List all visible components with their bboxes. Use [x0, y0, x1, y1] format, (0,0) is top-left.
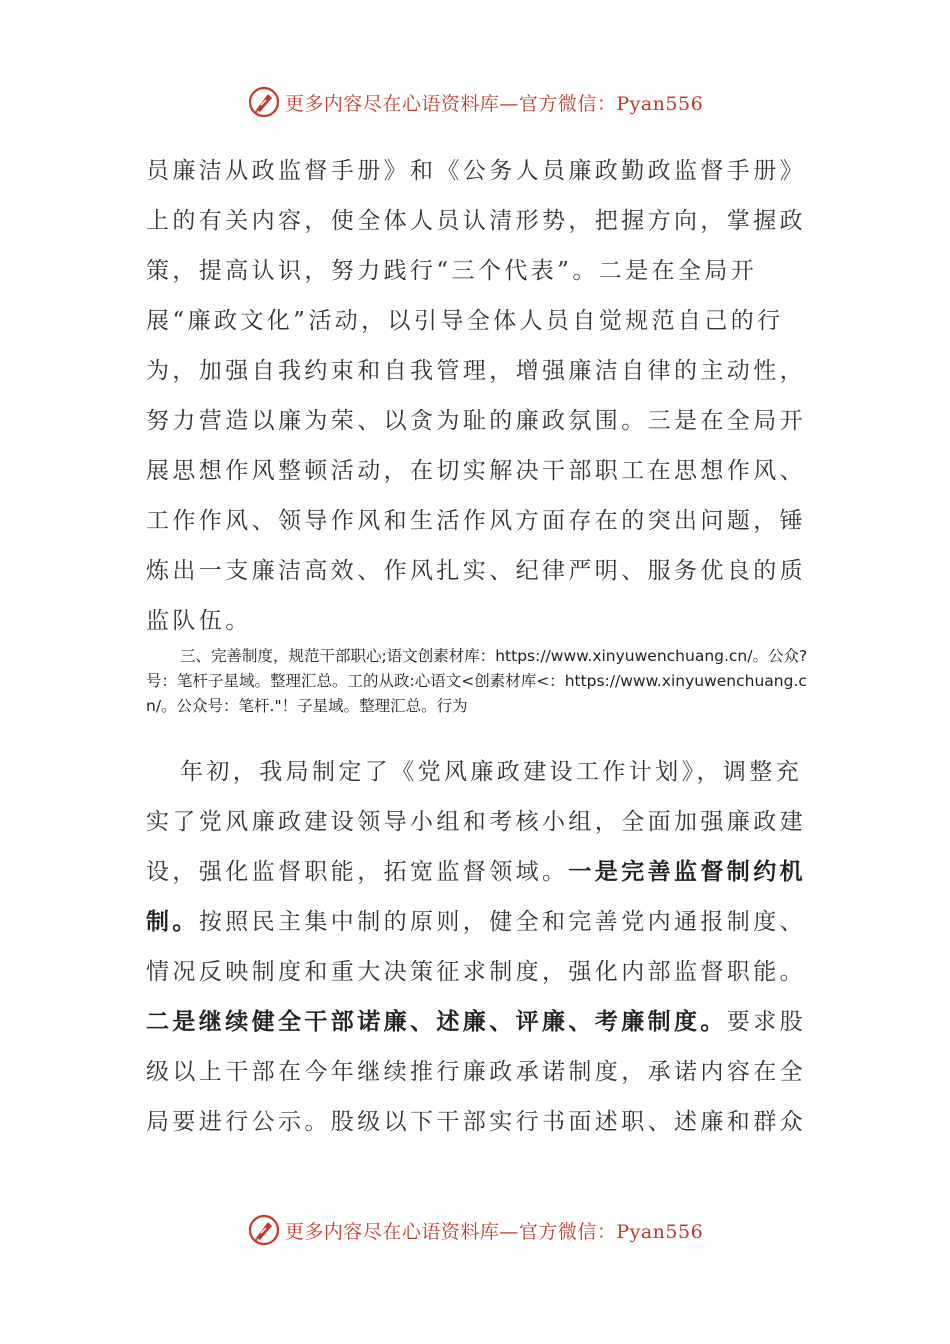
paragraph-2-end: 要求股级以上干部在今年继续推行廉政承诺制度，承诺内容在全局要进行公示。股级以下干部实行书面述职、述廉和群众 [146, 1009, 807, 1135]
paragraph-2-mid: 按照民主集中制的原则，健全和完善党内通报制度、情况反映制度和重大决策征求制度，强化内部监督职能。 [146, 909, 807, 985]
document-body-top [146, 146, 806, 646]
paragraph-1: 员廉洁从政监督手册》和《公务人员廉政勤政监督手册》上的有关内容，使全体人员认清形势，把握方向，掌握政策，提高认识，努力践行“三个代表”。二是在全局开展“廉政文化”活动，以引导全体人员自觉规范自己的行为，加强自我约束和自我管理，增强廉洁自律的主动性，努力营造以廉为荣、以贪为耻的廉政氛围。三是在全局开展思想作风整顿活动，在切实解决干部职工在思想作风、工作作风、领导作风和生活作风方面存在的突出问题，锤炼出一支廉洁高效、作风扎实、纪律严明、服务优良的质监队伍。 [146, 158, 806, 634]
header-banner-main: 更多内容尽在心语资料库— [284, 92, 519, 115]
footer-banner-main: 更多内容尽在心语资料库— [284, 1220, 519, 1243]
header-banner [0, 82, 950, 122]
footer-banner-text [285, 1217, 703, 1244]
footer-banner [0, 1210, 950, 1250]
small-text-paragraph [146, 644, 811, 719]
pen-nib-icon [247, 85, 281, 119]
pen-nib-icon [247, 1213, 281, 1247]
header-banner-wechat: 官方微信：Pyan556 [518, 92, 704, 115]
small-text-indent [146, 647, 180, 665]
paragraph-2-start: 年初，我局制定了《党风廉政建设工作计划》，调整充实了党风廉政建设领导小组和考核小组，全面加强廉政建设，强化监督职能，拓宽监督领域。 [146, 759, 806, 885]
document-body-bottom [146, 747, 806, 1147]
paragraph-2-bold-1: 一是完善监督制约机制。 [146, 858, 807, 935]
header-banner-text [285, 89, 703, 116]
paragraph-2-bold-2: 二是继续健全干部诺廉、述廉、评廉、考廉制度。 [146, 1008, 727, 1035]
small-text-content: 三、完善制度，规范干部职心;语文创素材库：https://www.xinyuwenchuang.cn/。公众?号：笔杆子星域。整理汇总。工的从政:心语文<创素材库<：https://www.xinyuwenchuang.cn/。公众号：笔杆."！子星域。整理汇总。行为 [146, 647, 808, 715]
paragraph-2 [146, 747, 806, 1147]
footer-banner-wechat: 官方微信：Pyan556 [518, 1220, 704, 1243]
